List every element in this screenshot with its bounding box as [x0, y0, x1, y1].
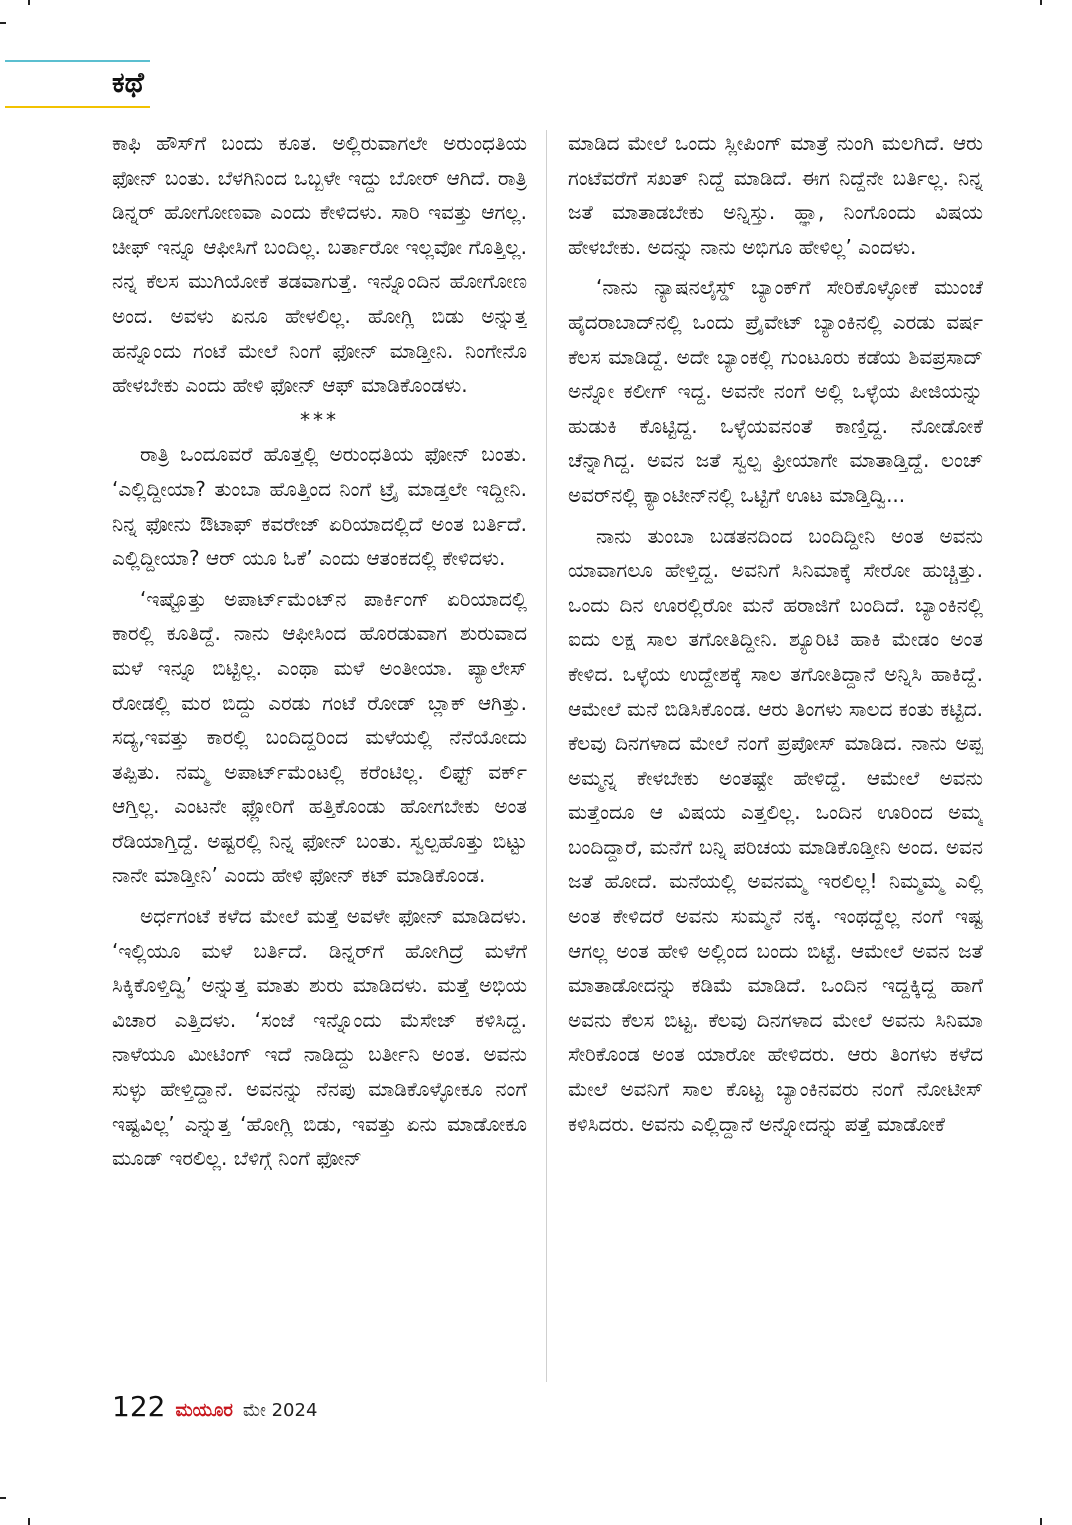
- page-number: 122: [112, 1390, 166, 1423]
- article-column-right: [568, 126, 983, 1386]
- paragraph: ಅರ್ಧಗಂಟೆ ಕಳೆದ ಮೇಲೆ ಮತ್ತೆ ಅವಳೇ ಫೋನ್ ಮಾಡಿದಳು. ‘ಇಲ್ಲಿಯೂ ಮಳೆ ಬರ್ತಿದೆ. ಡಿನ್ನರ್‌ಗೆ ಹೋಗಿದ್ರೆ ಮಳೆಗೆ ಸಿಕ್ಕಿಕೊಳ್ತಿದ್ವಿ’ ಅನ್ನುತ್ತ ಮಾತು ಶುರು ಮಾಡಿದಳು. ಮತ್ತೆ ಅಭಿಯ ವಿಚಾರ ಎತ್ತಿದಳು. ‘ಸಂಜೆ ಇನ್ನೊಂದು ಮೆಸೇಜ್ ಕಳಿಸಿದ್ದ. ನಾಳೆಯೂ ಮೀಟಿಂಗ್ ಇದೆ ನಾಡಿದ್ದು ಬರ್ತೀನಿ ಅಂತ. ಅವನು ಸುಳ್ಳು ಹೇಳ್ತಿದ್ದಾನೆ. ಅವನನ್ನು ನೆನಪು ಮಾಡಿಕೊಳ್ಳೋಕೂ ನಂಗೆ ಇಷ್ಟವಿಲ್ಲ’ ಎನ್ನುತ್ತ ‘ಹೋಗ್ಲಿ ಬಿಡು, ಇವತ್ತು ಏನು ಮಾಡೋಕೂ ಮೂಡ್ ಇರಲಿಲ್ಲ. ಬೆಳಿಗ್ಗೆ ನಿಂಗೆ ಫೋನ್: [112, 904, 527, 1171]
- column-divider: [546, 130, 547, 1382]
- crop-mark-bottom-left-v: [28, 1518, 30, 1525]
- paragraph: ರಾತ್ರಿ ಒಂದೂವರೆ ಹೊತ್ತಲ್ಲಿ ಅರುಂಧತಿಯ ಫೋನ್ ಬಂತು. ‘ಎಲ್ಲಿದ್ದೀಯಾ? ತುಂಬಾ ಹೊತ್ತಿಂದ ನಿಂಗೆ ಟ್ರೈ ಮಾಡ್ತಲೇ ಇದ್ದೀನಿ. ನಿನ್ನ ಫೋನು ಔಟಾಫ್ ಕವರೇಜ್ ಏರಿಯಾದಲ್ಲಿದೆ ಅಂತ ಬರ್ತಿದೆ. ಎಲ್ಲಿದ್ದೀಯಾ? ಆರ್ ಯೂ ಓಕೆ’ ಎಂದು ಆತಂಕದಲ್ಲಿ ಕೇಳಿದಳು.: [112, 442, 527, 571]
- section-separator: ***: [300, 407, 339, 432]
- crop-mark-top-left-v: [28, 0, 30, 5]
- crop-mark-bottom-right-v: [1040, 1518, 1042, 1525]
- section-title: ಕಥೆ: [112, 66, 144, 99]
- crop-mark-bottom-left: [0, 1497, 6, 1499]
- crop-mark-top-right-v: [1040, 0, 1042, 5]
- paragraph: ಕಾಫಿ ಹೌಸ್‌ಗೆ ಬಂದು ಕೂತ. ಅಲ್ಲಿರುವಾಗಲೇ ಅರುಂಧತಿಯ ಫೋನ್ ಬಂತು. ಬೆಳಗಿನಿಂದ ಒಬ್ಬಳೇ ಇದ್ದು ಬೋರ್ ಆಗಿದೆ. ರಾತ್ರಿ ಡಿನ್ನರ್ ಹೋಗೋಣವಾ ಎಂದು ಕೇಳಿದಳು. ಸಾರಿ ಇವತ್ತು ಆಗಲ್ಲ. ಚೀಫ್ ಇನ್ನೂ ಆಫೀಸಿಗೆ ಬಂದಿಲ್ಲ. ಬರ್ತಾರೋ ಇಲ್ಲವೋ ಗೊತ್ತಿಲ್ಲ. ನನ್ನ ಕೆಲಸ ಮುಗಿಯೋಕೆ ತಡವಾಗುತ್ತೆ. ಇನ್ನೊಂದಿನ ಹೋಗೋಣ ಅಂದ. ಅವಳು ಏನೂ ಹೇಳಲಿಲ್ಲ. ಹೋಗ್ಲಿ ಬಿಡು ಅನ್ನುತ್ತ ಹನ್ನೊಂದು ಗಂಟೆ ಮೇಲೆ ನಿಂಗೆ ಫೋನ್ ಮಾಡ್ತೀನಿ. ನಿಂಗೇನೊ ಹೇಳಬೇಕು ಎಂದು ಹೇಳಿ ಫೋನ್ ಆಫ್ ಮಾಡಿಕೊಂಡಳು.: [112, 131, 527, 398]
- paragraph: ಮಾಡಿದ ಮೇಲೆ ಒಂದು ಸ್ಲೀಪಿಂಗ್ ಮಾತ್ರೆ ನುಂಗಿ ಮಲಗಿದೆ. ಆರು ಗಂಟೆವರೆಗೆ ಸಖತ್ ನಿದ್ದೆ ಮಾಡಿದೆ. ಈಗ ನಿದ್ದೆನೇ ಬರ್ತಿಲ್ಲ. ನಿನ್ನ ಜತೆ ಮಾತಾಡಬೇಕು ಅನ್ನಿಸ್ತು. ಹ್ಞಾ, ನಿಂಗೊಂದು ವಿಷಯ ಹೇಳಬೇಕು. ಅದನ್ನು ನಾನು ಅಭಿಗೂ ಹೇಳಿಲ್ಲ’ ಎಂದಳು.: [568, 131, 983, 259]
- page-footer: [112, 1390, 317, 1423]
- paragraph: ‘ನಾನು ನ್ಯಾಷನಲೈಸ್ಡ್ ಬ್ಯಾಂಕ್‌ಗೆ ಸೇರಿಕೊಳ್ಳೋಕೆ ಮುಂಚೆ ಹೈದರಾಬಾದ್‌ನಲ್ಲಿ ಒಂದು ಪ್ರೈವೇಟ್ ಬ್ಯಾಂಕಿನಲ್ಲಿ ಎರಡು ವರ್ಷ ಕೆಲಸ ಮಾಡಿದ್ದೆ. ಅದೇ ಬ್ಯಾಂಕಲ್ಲಿ ಗುಂಟೂರು ಕಡೆಯ ಶಿವಪ್ರಸಾದ್ ಅನ್ನೋ ಕಲೀಗ್ ಇದ್ದ. ಅವನೇ ನಂಗೆ ಅಲ್ಲಿ ಒಳ್ಳೆಯ ಪೀಜಿಯನ್ನು ಹುಡುಕಿ ಕೊಟ್ಟಿದ್ದ. ಒಳ್ಳೆಯವನಂತೆ ಕಾಣ್ತಿದ್ದ. ನೋಡೋಕೆ ಚೆನ್ನಾಗಿದ್ದ. ಅವನ ಜತೆ ಸ್ವಲ್ಪ ಫ್ರೀಯಾಗೇ ಮಾತಾಡ್ತಿದ್ದೆ. ಲಂಚ್ ಅವರ್‌ನಲ್ಲಿ ಕ್ಯಾಂಟೀನ್‌ನಲ್ಲಿ ಒಟ್ಟಿಗೆ ಊಟ ಮಾಡ್ತಿದ್ವಿ...: [568, 275, 983, 507]
- issue-date: ಮೇ 2024: [242, 1400, 318, 1421]
- article-column-left: [112, 126, 527, 1386]
- crop-mark-top-left: [0, 22, 6, 24]
- paragraph: ‘ಇಷ್ಟೊತ್ತು ಅಪಾರ್ಟ್‌ಮೆಂಟ್‌ನ ಪಾರ್ಕಿಂಗ್ ಏರಿಯಾದಲ್ಲಿ ಕಾರಲ್ಲಿ ಕೂತಿದ್ದೆ. ನಾನು ಆಫೀಸಿಂದ ಹೊರಡುವಾಗ ಶುರುವಾದ ಮಳೆ ಇನ್ನೂ ಬಿಟ್ಟಿಲ್ಲ. ಎಂಥಾ ಮಳೆ ಅಂತೀಯಾ. ಪ್ಯಾಲೇಸ್ ರೋಡಲ್ಲಿ ಮರ ಬಿದ್ದು ಎರಡು ಗಂಟೆ ರೋಡ್ ಬ್ಲಾಕ್ ಆಗಿತ್ತು. ಸದ್ಯ,ಇವತ್ತು ಕಾರಲ್ಲಿ ಬಂದಿದ್ದರಿಂದ ಮಳೆಯಲ್ಲಿ ನೆನೆಯೋದು ತಪ್ಪಿತು. ನಮ್ಮ ಅಪಾರ್ಟ್‌ಮೆಂಟಲ್ಲಿ ಕರೆಂಟಿಲ್ಲ. ಲಿಫ್ಟ್ ವರ್ಕ್ ಆಗ್ತಿಲ್ಲ. ಎಂಟನೇ ಫ್ಲೋರಿಗೆ ಹತ್ತಿಕೊಂಡು ಹೋಗಬೇಕು ಅಂತ ರೆಡಿಯಾಗ್ತಿದ್ದೆ. ಅಷ್ಟರಲ್ಲಿ ನಿನ್ನ ಫೋನ್ ಬಂತು. ಸ್ವಲ್ಪಹೊತ್ತು ಬಿಟ್ಟು ನಾನೇ ಮಾಡ್ತೀನಿ’ ಎಂದು ಹೇಳಿ ಫೋನ್ ಕಟ್ ಮಾಡಿಕೊಂಡ.: [112, 586, 527, 888]
- section-rule-bottom: [5, 106, 150, 108]
- paragraph: ನಾನು ತುಂಬಾ ಬಡತನದಿಂದ ಬಂದಿದ್ದೀನಿ ಅಂತ ಅವನು ಯಾವಾಗಲೂ ಹೇಳ್ತಿದ್ದ. ಅವನಿಗೆ ಸಿನಿಮಾಕ್ಕೆ ಸೇರೋ ಹುಚ್ಚಿತ್ತು. ಒಂದು ದಿನ ಊರಲ್ಲಿರೋ ಮನೆ ಹರಾಜಿಗೆ ಬಂದಿದೆ. ಬ್ಯಾಂಕಿನಲ್ಲಿ ಐದು ಲಕ್ಷ ಸಾಲ ತಗೋತಿದ್ದೀನಿ. ಶ್ಯೂರಿಟಿ ಹಾಕಿ ಮೇಡಂ ಅಂತ ಕೇಳಿದ. ಒಳ್ಳೆಯ ಉದ್ದೇಶಕ್ಕೆ ಸಾಲ ತಗೋತಿದ್ದಾನೆ ಅನ್ನಿಸಿ ಹಾಕಿದ್ದೆ. ಆಮೇಲೆ ಮನೆ ಬಿಡಿಸಿಕೊಂಡ. ಆರು ತಿಂಗಳು ಸಾಲದ ಕಂತು ಕಟ್ಟಿದ. ಕೆಲವು ದಿನಗಳಾದ ಮೇಲೆ ನಂಗೆ ಪ್ರಪೋಸ್ ಮಾಡಿದ. ನಾನು ಅಪ್ಪ ಅಮ್ಮನ್ನ ಕೇಳಬೇಕು ಅಂತಷ್ಟೇ ಹೇಳಿದ್ದೆ. ಆಮೇಲೆ ಅವನು ಮತ್ತೆಂದೂ ಆ ವಿಷಯ ಎತ್ತಲಿಲ್ಲ. ಒಂದಿನ ಊರಿಂದ ಅಮ್ಮ ಬಂದಿದ್ದಾರೆ, ಮನೆಗೆ ಬನ್ನಿ ಪರಿಚಯ ಮಾಡಿಕೊಡ್ತೀನಿ ಅಂದ. ಅವನ ಜತೆ ಹೋದೆ. ಮನೆಯಲ್ಲಿ ಅವನಮ್ಮ ಇರಲಿಲ್ಲ! ನಿಮ್ಮಮ್ಮ ಎಲ್ಲಿ ಅಂತ ಕೇಳಿದರೆ ಅವನು ಸುಮ್ಮನೆ ನಕ್ಕ. ಇಂಥದ್ದೆಲ್ಲ ನಂಗೆ ಇಷ್ಟ ಆಗಲ್ಲ ಅಂತ ಹೇಳಿ ಅಲ್ಲಿಂದ ಬಂದು ಬಿಟ್ಟೆ. ಆಮೇಲೆ ಅವನ ಜತೆ ಮಾತಾಡೋದನ್ನು ಕಡಿಮೆ ಮಾಡಿದೆ. ಒಂದಿನ ಇದ್ದಕ್ಕಿದ್ದ ಹಾಗೆ ಅವನು ಕೆಲಸ ಬಿಟ್ಟ. ಕೆಲವು ದಿನಗಳಾದ ಮೇಲೆ ಅವನು ಸಿನಿಮಾ ಸೇರಿಕೊಂಡ ಅಂತ ಯಾರೋ ಹೇಳಿದರು. ಆರು ತಿಂಗಳು ಕಳೆದ ಮೇಲೆ ಅವನಿಗೆ ಸಾಲ ಕೊಟ್ಟ ಬ್ಯಾಂಕಿನವರು ನಂಗೆ ನೋಟೀಸ್ ಕಳಿಸಿದರು. ಅವನು ಎಲ್ಲಿದ್ದಾನೆ ಅನ್ನೋದನ್ನು ಪತ್ತೆ ಮಾಡೋಕೆ: [568, 523, 983, 1136]
- magazine-logo: ಮಯೂರ: [175, 1400, 233, 1421]
- section-rule-top: [5, 60, 150, 62]
